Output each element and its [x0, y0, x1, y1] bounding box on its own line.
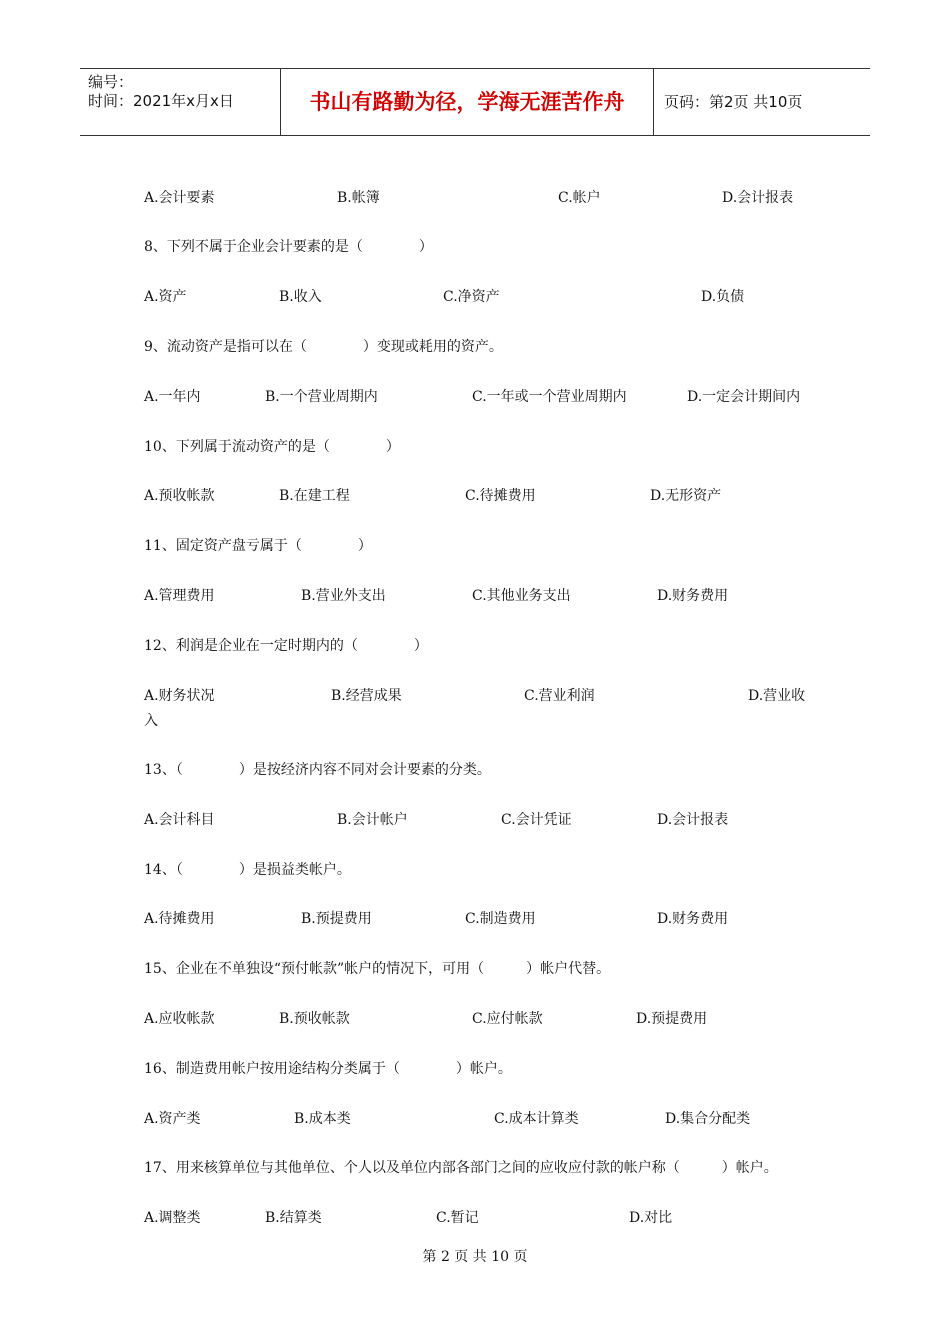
option-b: B.帐簿: [337, 190, 380, 206]
question-11: 11、固定资产盘亏属于（ ）: [144, 538, 372, 554]
option-b: B.会计帐户: [337, 812, 408, 828]
question-14: 14、（ ）是损益类帐户。: [144, 862, 351, 878]
option-c: C.成本计算类: [494, 1111, 579, 1127]
option-a: A.待摊费用: [144, 911, 215, 927]
option-a: A.应收帐款: [144, 1011, 215, 1027]
option-b: B.成本类: [294, 1111, 351, 1127]
option-b: B.经营成果: [331, 688, 402, 704]
option-a: A.调整类: [144, 1210, 201, 1226]
option-d: D.对比: [629, 1210, 673, 1226]
option-a: A.会计科目: [144, 812, 215, 828]
option-c: C.暂记: [436, 1210, 479, 1226]
option-b: B.预提费用: [301, 911, 372, 927]
option-d: D.集合分配类: [665, 1111, 751, 1127]
question-8: 8、下列不属于企业会计要素的是（ ）: [144, 239, 433, 255]
option-c: C.会计凭证: [501, 812, 572, 828]
option-a: A.资产: [144, 289, 187, 305]
question-16: 16、制造费用帐户按用途结构分类属于（ ）帐户。: [144, 1061, 512, 1077]
option-d-wrap: 入: [144, 713, 158, 729]
document-time-label: 时间：2021年x月x日: [88, 92, 234, 110]
option-c: C.净资产: [443, 289, 500, 305]
header-meta: [80, 69, 281, 135]
option-b: B.营业外支出: [301, 588, 386, 604]
option-c: C.其他业务支出: [472, 588, 571, 604]
option-c: C.制造费用: [465, 911, 536, 927]
option-a: A.财务状况: [144, 688, 215, 704]
option-b: B.一个营业周期内: [265, 389, 378, 405]
question-9: 9、流动资产是指可以在（ ）变现或耗用的资产。: [144, 339, 503, 355]
option-a: A.资产类: [144, 1111, 201, 1127]
option-c: C.帐户: [558, 190, 601, 206]
option-c: C.一年或一个营业周期内: [472, 389, 627, 405]
option-c: C.营业利润: [524, 688, 595, 704]
question-15: 15、企业在不单独设“预付帐款”帐户的情况下，可用（ ）帐户代替。: [144, 961, 611, 977]
option-b: B.预收帐款: [279, 1011, 350, 1027]
option-c: C.待摊费用: [465, 488, 536, 504]
header-page-info: 页码：第2页 共10页: [664, 93, 803, 111]
option-d: D.财务费用: [657, 588, 729, 604]
option-d: D.无形资产: [650, 488, 722, 504]
page-footer: 第 2 页 共 10 页: [422, 1249, 528, 1265]
option-d: D.负债: [701, 289, 745, 305]
option-d: D.一定会计期间内: [687, 389, 801, 405]
option-d: D.预提费用: [636, 1011, 708, 1027]
option-c: C.应付帐款: [472, 1011, 543, 1027]
option-d: D.会计报表: [722, 190, 794, 206]
question-12: 12、利润是企业在一定时期内的（ ）: [144, 638, 428, 654]
question-13: 13、（ ）是按经济内容不同对会计要素的分类。: [144, 762, 491, 778]
option-a: A.预收帐款: [144, 488, 215, 504]
question-17: 17、用来核算单位与其他单位、个人以及单位内部各部门之间的应收应付款的帐户称（ ）帐户。: [144, 1160, 778, 1176]
document-number-label: 编号：: [88, 73, 134, 91]
option-a: A.一年内: [144, 389, 201, 405]
option-a: A.会计要素: [144, 190, 215, 206]
option-a: A.管理费用: [144, 588, 215, 604]
option-d: D.财务费用: [657, 911, 729, 927]
header-motto: 书山有路勤为径，学海无涯苦作舟: [281, 69, 654, 135]
option-b: B.收入: [279, 289, 322, 305]
page-header: [80, 68, 870, 136]
question-10: 10、下列属于流动资产的是（ ）: [144, 439, 400, 455]
option-d: D.会计报表: [657, 812, 729, 828]
option-b: B.在建工程: [279, 488, 350, 504]
option-b: B.结算类: [265, 1210, 322, 1226]
option-d: D.营业收: [748, 688, 806, 704]
